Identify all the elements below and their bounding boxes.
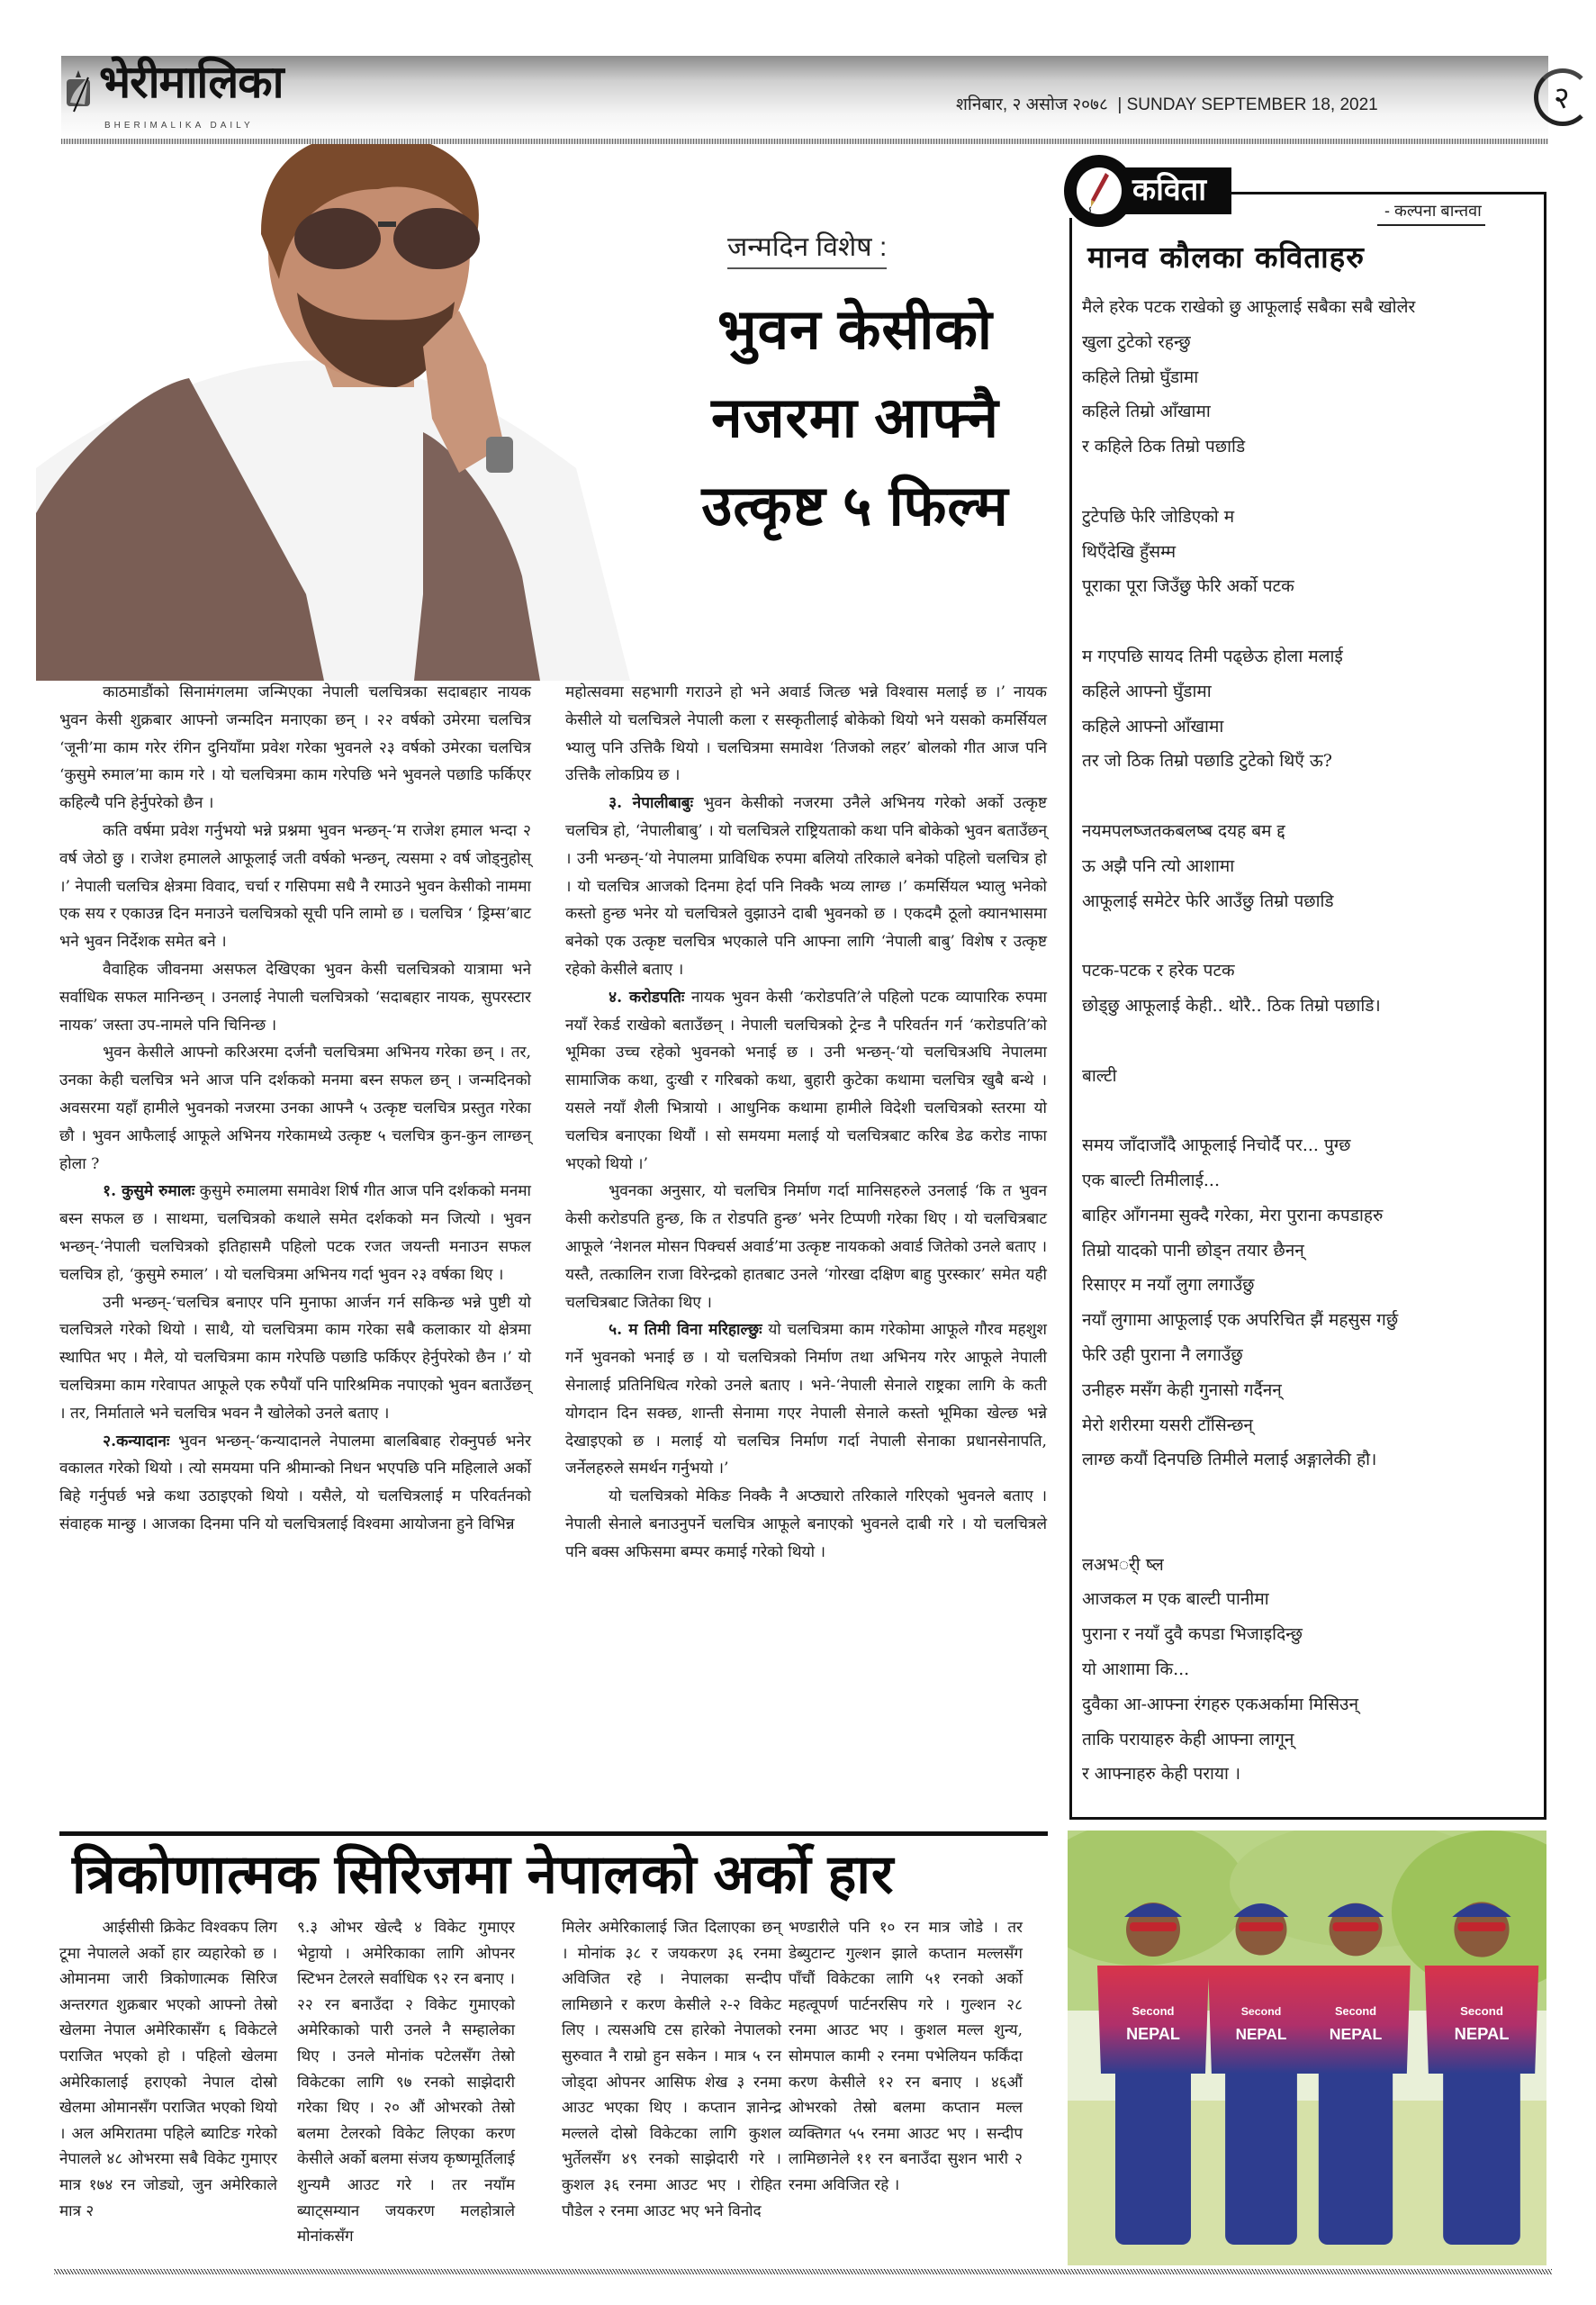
paragraph-text: भुवन केसीको नजरमा उनैले अभिनय गरेको अर्को उत्कृष्ट चलचित्र हो, ‘नेपालीबाबु’ । यो चलचित्रले राष्ट्रियताको कथा पनि बोकेको भुवन बताउँछन् । उनी भन्छन्-‘यो नेपालमा प्राविधिक रुपमा बलियो तरिकाले बनेको पहिलो चलचित्र हो । यो चलचित्र आजको दिनमा हेर्दा पनि निक्कै भव्य लाग्छ ।’ कमर्सियल भ्यालु भनेको कस्तो हुन्छ भनेर यो चलचित्रले वुझाउने दाबी भुवनको छ । एकदमै ठूलो क्यानभासमा बनेको एक उत्कृष्ट चलचित्र भएकाले पनि आफ्ना लागि ‘नेपाली बाबु’ विशेष र उत्कृष्ट रहेको केसीले बताए । xyxy=(565,794,1047,979)
cricket-column-3 xyxy=(562,1915,781,2224)
feature-paragraph xyxy=(565,1483,1047,1566)
pen-emblem-icon xyxy=(65,70,92,113)
poem-line: ऊ अझै पनि त्यो आशामा xyxy=(1082,855,1235,876)
poem-lines xyxy=(1082,290,1532,1792)
poem-line: टुटेपछि फेरि जोडिएको म xyxy=(1082,506,1235,527)
poem-line: बाहिर आँगनमा सुक्दै गरेका, मेरा पुराना कपडाहरु xyxy=(1082,1205,1384,1225)
jersey-text: NEPAL xyxy=(1329,2025,1383,2043)
poem-line: तिम्रो यादको पानी छोड्न तयार छैनन् xyxy=(1082,1240,1304,1261)
paragraph-text: भुवनका अनुसार, यो चलचित्र निर्माण गर्दा मानिसहरुले उनलाई ‘कि त भुवन केसी करोडपति हुन्छ, कि त रोडपति हुन्छ’ भनेर टिप्पणी गरेका थिए । यो चलचित्रबाट आफूले ‘नेशनल मोसन पिक्चर्स अवार्ड’मा उत्कृष्ट नायकको अवार्ड जितेको उनले बताए । यस्तै, तत्कालिन राजा विरेन्द्रको हातबाट उनले ‘गोरखा दक्षिण बाहु पुरस्कार’ समेत यही चलचित्रबाट जितेका थिए । xyxy=(565,1182,1047,1312)
poem-author: - कल्पना बान्तवा xyxy=(1377,200,1485,226)
feature-paragraph xyxy=(565,679,1047,790)
feature-paragraph xyxy=(565,984,1047,1179)
poem-line: पूराका पूरा जिउँछु फेरि अर्को पटक xyxy=(1082,576,1294,597)
paragraph-text: महोत्सवमा सहभागी गराउने हो भने अवार्ड जित्छ भन्ने विश्वास मलाई छ ।’ नायक केसीले यो चलचित्रले नेपाली कला र सस्कृतीलाई बोकेको थियो भने यसको कमर्सियल भ्यालु पनि उत्तिकै थियो । चलचित्रमा समावेश ‘तिजको लहर’ बोलको गीत आज पनि उत्तिकै लोकप्रिय छ । xyxy=(565,683,1047,785)
poem-line: मैले हरेक पटक राखेको छु आफूलाई सबैका सबै खोलेर xyxy=(1082,297,1416,317)
jersey-sponsor: Second xyxy=(1335,2004,1376,2018)
poem-line: नयमपलष्जतकबलष्ब दयह बम द्द xyxy=(1082,820,1285,841)
page-number-value: २ xyxy=(1554,80,1570,116)
headline-line: भुवन केसीको xyxy=(717,299,993,361)
cricket-paragraph: मिलेर अमेरिकालाई जित दिलाएका छन् । मोनांक ३८ र जयकरण ३६ रनमा अविजित रहे । नेपालका सन्दीप लामिछाने र करण केसीले २-२ विकेट लिए । त्यसअघि टस हारेको नेपालको सुरुवात नै राम्रो हुन सकेन । मात्र ५ रन जोड्दा ओपनर आसिफ शेख ३ रनमा आउट भएका थिए । कप्तान ज्ञानेन्द्र मल्लले दोस्रो विकेटका लागि कुशल भुर्तेलसँग ४९ रनको साझेदारी गरे । कुशल ३६ रनमा आउट भए । रोहित पौडेल २ रनमा आउट भए भने विनोद xyxy=(562,1919,781,2220)
feature-paragraph xyxy=(565,1316,1047,1483)
paragraph-text: यो चलचित्रको मेकिङ निक्कै नै अप्ठ्यारो तरिकाले गरिएको भुवनले बताए । नेपाली सेनाले बनाउनुपर्ने चलचित्र आफूले बनाएको भुवनले दाबी गरे । यो चलचित्रले पनि बक्स अफिसमा बम्पर कमाई गरेको थियो । xyxy=(565,1487,1047,1561)
jersey-sponsor: Second xyxy=(1240,2005,1282,2018)
newspaper-logo-subtitle: BHERIMALIKA DAILY xyxy=(104,121,254,131)
paragraph-text: कति वर्षमा प्रवेश गर्नुभयो भन्ने प्रश्नमा भुवन भन्छन्-‘म राजेश हमाल भन्दा २ वर्ष जेठो छु । राजेश हमालले आफूलाई जती वर्षको भन्छन्, त्यसमा २ वर्ष जोड्नुहोस् ।’ नेपाली चलचित्र क्षेत्रमा विवाद, चर्चा र गसिपमा सधै नै रमाउने भुवन केसीको नाममा एक सय र एकाउन्न दिन मनाउने चलचित्रको सूची पनि लामो छ । चलचित्र ‘ ड्रिम्स’बाट भने भुवन निर्देशक समेत बने । xyxy=(59,821,531,952)
film-title-lead: १. कुसुमे रुमालः xyxy=(103,1182,195,1201)
poem-line: र आफ्नाहरु केही पराया । xyxy=(1082,1764,1241,1785)
poem-line: आफूलाई समेटेर फेरि आउँछु तिम्रो पछाडि xyxy=(1082,890,1334,911)
stanza-break xyxy=(1082,465,1532,500)
actor-portrait-photo xyxy=(36,144,630,681)
cricket-column-2 xyxy=(297,1915,515,2250)
poem-line: फेरि उही पुराना नै लगाउँछु xyxy=(1082,1344,1243,1365)
feature-column-1 xyxy=(59,679,531,1539)
jersey-text: NEPAL xyxy=(1126,2025,1180,2043)
newspaper-logo[interactable]: भेरीमालिका xyxy=(99,55,284,108)
poem-line: समय जाँदाजाँदै आफूलाई निचोर्दै पर... पुग्छ xyxy=(1082,1135,1351,1156)
jersey-text: NEPAL xyxy=(1235,2026,1287,2043)
cricket-paragraph: भण्डारीले पनि १० रन मात्र जोडे । तर डेब्युटान्ट गुल्शन झाले कप्तान मल्लसँग पाँचौं विकेटका लागि ५१ रनको अर्को महत्वूपर्ण पार्टनरसिप गरे । गुल्शन २८ रनमा आउट भए । कुशल मल्ल शुन्य, सोमपाल कामी २ रनमा पभेलियन फर्किंदा करण केसीले १२ रन बनाए । ४६औं ओभरको तेस्रो बलमा कप्तान मल्ल व्यक्तिगत ५५ रनमा आउट भए । सन्दीप लामिछानेले ११ रन बनाउँदा सुशन भारी २ रनमा अविजित रहे । xyxy=(789,1919,1023,2194)
film-title-lead: ४. करोडपतिः xyxy=(609,988,685,1007)
headline-line: उत्कृष्ट ५ फिल्म xyxy=(701,475,1009,538)
poem-line: ताकि परायाहरु केही आफ्ना लागून् xyxy=(1082,1729,1294,1749)
poem-section-label: कविता xyxy=(1125,167,1231,214)
headline-line: नजरमा आफ्नै xyxy=(711,387,999,449)
stanza-break xyxy=(1082,1024,1532,1059)
poem-line: कहिले तिम्रो घुँडामा xyxy=(1082,366,1199,387)
poem-line: दुवैका आ-आफ्ना रंगहरु एकअर्कामा मिसिउन् xyxy=(1082,1694,1359,1714)
poem-line: कहिले आफ्नो घुँडामा xyxy=(1082,681,1212,701)
poem-line: म गएपछि सायद तिमी पढ्छेऊ होला मलाई xyxy=(1082,646,1343,666)
poem-badge xyxy=(1064,155,1134,227)
feature-paragraph xyxy=(59,1428,531,1539)
poem-line: रिसाएर म नयाँ लुगा लगाउँछु xyxy=(1082,1275,1255,1296)
jersey-text: NEPAL xyxy=(1454,2024,1510,2043)
cricket-paragraph: ९.३ ओभर खेल्दै ४ विकेट गुमाएर भेट्टायो । अमेरिकाका लागि ओपनर स्टिभन टेलरले सर्वाधिक ९२ रन बनाए । २२ रन बनाउँदा २ विकेट गुमाएको अमेरिकाको पारी उनले नै सम्हालेका थिए । उनले मोनांक पटेलसँग तेस्रो विकेटका लागि ९७ रनको साझेदारी गरेका थिए । २० औं ओभरको तेस्रो बलमा टेलरको विकेट लिएका करण केसीले अर्को बलमा संजय कृष्णमूर्तिलाई शुन्यमै आउट गरे । तर नयाँम ब्याट्सम्यान जयकरण मलहोत्राले मोनांकसँग xyxy=(297,1919,515,2246)
paragraph-text: यो चलचित्रमा काम गरेकोमा आफूले गौरव महशुश गर्ने भुवनको भनाई छ । यो चलचित्रको निर्माण तथा अभिनय गरेर आफूले नेपाली सेनालाई प्रतिनिधित्व गरेको उनले बताए । भने-‘नेपाली सेनाले राष्ट्रका लागि के कती योगदान दिन सक्छ, शान्ती सेनामा गएर नेपाली सेनाले कस्तो भूमिका खेल्छ भन्ने देखाइएको छ । मलाई यो चलचित्र निर्माण गर्दा नेपाली सेनाका प्रधानसेनापति, जर्नेलहरुले समर्थन गर्नुभयो ।’ xyxy=(565,1321,1047,1478)
poem-line: खुला टुटेको रहन्छु xyxy=(1082,331,1191,352)
poem-line: लअभर्ी ष्ल xyxy=(1082,1554,1164,1575)
feature-paragraph xyxy=(59,956,531,1039)
jersey-sponsor: Second xyxy=(1132,2004,1175,2018)
poem-line: तर जो ठिक तिम्रो पछाडि टुटेको थिएँ ऊ? xyxy=(1082,751,1332,772)
paragraph-text: नायक भुवन केसी ‘करोडपति’ले पहिलो पटक व्यापारिक रुपमा नयाँ रेकर्ड राखेको बताउँछन् । नेपाली चलचित्रको ट्रेन्ड नै परिवर्तन गर्न ‘करोडपति’को भूमिका उच्च रहेको भुवनको भनाई छ । उनी भन्छन्-‘यो चलचित्रअघि नेपालमा सामाजिक कथा, दुःखी र गरिबको कथा, बुहारी कुटेका कथामा चलचित्र खुबै बन्थे । यसले नयाँ शैली भित्रायो । आधुनिक कथामा हामीले विदेशी चलचित्रको स्तरमा यो चलचित्र बनाएका थियौं । सो समयमा मलाई यो चलचित्रबाट करिब डेढ करोड नाफा भएको थियो ।’ xyxy=(565,988,1048,1173)
stanza-break xyxy=(1082,1093,1532,1128)
poem-line: बाल्टी xyxy=(1082,1065,1117,1086)
feature-kicker: जन्मदिन विशेष : xyxy=(727,227,887,269)
paragraph-text: उनी भन्छन्-‘चलचित्र बनाएर पनि मुनाफा आर्जन गर्न सकिन्छ भन्ने पुष्टी यो चलचित्रले गरेको थियो । साथै, यो चलचित्रमा काम गरेका सबै कलाकार यो क्षेत्रमा स्थापित भए । मैले, यो चलचित्रमा काम गरेपछि पछाडि फर्किएर हेर्नुपरेको छैन ।’ यो चलचित्रमा काम गरेवापत आफूले एक रुपैयाँ पनि पारिश्रमिक नपाएको भुवन बताउँछन् । तर, निर्माताले भने चलचित्र भवन नै खोलेको उनले बताए । xyxy=(59,1293,531,1423)
film-title-lead: ५. म तिमी विना मरिहाल्छुः xyxy=(609,1321,762,1340)
stanza-break xyxy=(1082,1513,1532,1548)
poem-line: छोड्छु आफूलाई केही.. थोरै.. ठिक तिम्रो पछाडि। xyxy=(1082,995,1381,1016)
feature-paragraph xyxy=(565,790,1047,984)
poem-line: लाग्छ कयौं दिनपछि तिमीले मलाई अङ्गालेकी हौ। xyxy=(1082,1450,1377,1470)
feature-paragraph xyxy=(565,1178,1047,1316)
poem-line: कहिले तिम्रो आँखामा xyxy=(1082,402,1211,422)
date-nepali: शनिबार, २ असोज २०७८ xyxy=(956,95,1108,114)
cricket-column-4 xyxy=(789,1915,1023,2199)
feature-paragraph xyxy=(59,1039,531,1178)
masthead xyxy=(61,55,1570,139)
stanza-break xyxy=(1082,918,1532,954)
poem-title[interactable]: मानव कौलका कविताहरु xyxy=(1087,240,1365,275)
cricket-team-photo xyxy=(1068,1830,1546,2265)
paragraph-text: वैवाहिक जीवनमा असफल देखिएका भुवन केसी चलचित्रको यात्रामा भने सर्वाधिक सफल मानिन्छन् । उनलाई नेपाली चलचित्रको ‘सदाबहार नायक, सुपरस्टार नायक’ जस्ता उप-नामले पनि चिनिन्छ । xyxy=(59,960,531,1035)
poem-line: उनीहरु मसँग केही गुनासो गर्दैनन् xyxy=(1082,1379,1282,1400)
jersey-sponsor: Second xyxy=(1460,2004,1503,2018)
dateline xyxy=(956,92,1378,115)
poem-line: र कहिले ठिक तिम्रो पछाडि xyxy=(1082,437,1246,457)
feature-paragraph xyxy=(59,679,531,818)
film-title-lead: २.कन्यादानः xyxy=(103,1432,170,1451)
poem-line: यो आशामा कि... xyxy=(1082,1659,1190,1680)
poem-line: पटक-पटक र हरेक पटक xyxy=(1082,961,1235,981)
film-title-lead: ३. नेपालीबाबुः xyxy=(609,794,694,813)
section-divider xyxy=(59,1831,1048,1836)
paragraph-text: भुवन भन्छन्-‘कन्यादानले नेपालमा बालबिबाह रोक्नुपर्छ भनेर वकालत गरेको थियो । त्यो समयमा पनि श्रीमान्को निधन भएपछि पनि महिलाले अर्को बिहे गर्नुपर्छ भन्ने कथा उठाइएको थियो । यसैले, यो चलचित्रलाई म परिवर्तनको संवाहक मान्छु । आजका दिनमा पनि यो चलचित्रलाई विश्वमा आयोजना हुने विभिन्न xyxy=(59,1432,531,1533)
pen-icon xyxy=(1077,167,1122,214)
poem-line: थिएँदेखि हुँसम्म xyxy=(1082,541,1177,562)
poem-line: आजकल म एक बाल्टी पानीमा xyxy=(1082,1589,1269,1610)
feature-column-2 xyxy=(565,679,1047,1567)
paragraph-text: काठमाडौंको सिनामंगलमा जन्मिएका नेपाली चलचित्रका सदाबहार नायक भुवन केसी शुक्रबार आफ्नो जन्मदिन मनाएका छन् । २२ वर्षको उमेरमा चलचित्र ‘जूनी’मा काम गरेर रंगिन दुनियाँमा प्रवेश गरेका भुवनले २३ वर्षको उमेरका चलचित्र ‘कुसुमे रुमाल’मा काम गरे । यो चलचित्रमा काम गरेपछि भने भुवनले पछाडि फर्किएर कहिल्यै पनि हेर्नुपरेको छैन । xyxy=(59,683,531,813)
poem-line: पुराना र नयाँ दुवै कपडा भिजाइदिन्छु xyxy=(1082,1624,1303,1645)
poem-line: नयाँ लुगामा आफूलाई एक अपरिचित झैं महसुस गर्छु xyxy=(1082,1310,1399,1331)
poem-line: एक बाल्टी तिमीलाई... xyxy=(1082,1170,1221,1190)
cricket-headline[interactable]: त्रिकोणात्मक सिरिजमा नेपालको अर्को हार xyxy=(72,1844,895,1904)
paragraph-text: कुसुमे रुमालमा समावेश शिर्ष गीत आज पनि दर्शकको मनमा बस्न सफल छ । साथमा, चलचित्रको कथाले समेत दर्शकको मन जित्यो । भुवन भन्छन्-‘नेपाली चलचित्रको इतिहासमै पहिलो पटक रजत जयन्ती मनाउन सफल चलचित्र हो, ‘कुसुमे रुमाल’ । यो चलचित्रमा अभिनय गर्दा भुवन २३ वर्षका थिए । xyxy=(59,1182,531,1284)
poem-line: मेरो शरीरमा यसरी टाँसिन्छन् xyxy=(1082,1415,1253,1435)
feature-paragraph xyxy=(59,1289,531,1428)
date-english: | SUNDAY SEPTEMBER 18, 2021 xyxy=(1117,95,1378,114)
bottom-hatch-rule xyxy=(54,2269,1552,2274)
cricket-paragraph: आईसीसी क्रिकेट विश्वकप लिग टूमा नेपालले अर्को हार व्यहारेको छ । ओमानमा जारी त्रिकोणात्मक सिरिज अन्तरगत शुक्रबार भएको आफ्नो तेस्रो खेलमा नेपाल अमेरिकासँग ६ विकेटले पराजित भएको हो । पहिलो खेलमा अमेरिकालाई हराएको नेपाल दोस्रो खेलमा ओमानसँग पराजित भएको थियो । अल अमिरातमा पहिले ब्याटिङ गरेको नेपालले ४८ ओभरमा सबै विकेट गुमाएर मात्र १७४ रन जोड्यो, जुन अमेरिकाले मात्र २ xyxy=(59,1919,277,2220)
feature-headline[interactable] xyxy=(657,286,1053,551)
poem-line: कहिले आफ्नो आँखामा xyxy=(1082,716,1224,737)
feature-paragraph xyxy=(59,1178,531,1288)
stanza-break xyxy=(1082,1478,1532,1513)
stanza-break xyxy=(1082,604,1532,639)
cricket-column-1 xyxy=(59,1915,277,2224)
paragraph-text: भुवन केसीले आफ्नो करिअरमा दर्जनौ चलचित्रमा अभिनय गरेका छन् । तर, उनका केही चलचित्र भने आज पनि दर्शकको मनमा बस्न सफल छन् । जन्मदिनको अवसरमा यहाँ हामीले भुवनको नजरमा उनका आफ्नै ५ उत्कृष्ट चलचित्र प्रस्तुत गरेका छौ । भुवन आफैलाई आफूले अभिनय गरेकामध्ये उत्कृष्ट ५ चलचित्र कुन-कुन लाग्छन् होला ? xyxy=(59,1044,531,1173)
feature-paragraph xyxy=(59,818,531,956)
page-number xyxy=(1534,68,1584,126)
stanza-break xyxy=(1082,779,1532,814)
